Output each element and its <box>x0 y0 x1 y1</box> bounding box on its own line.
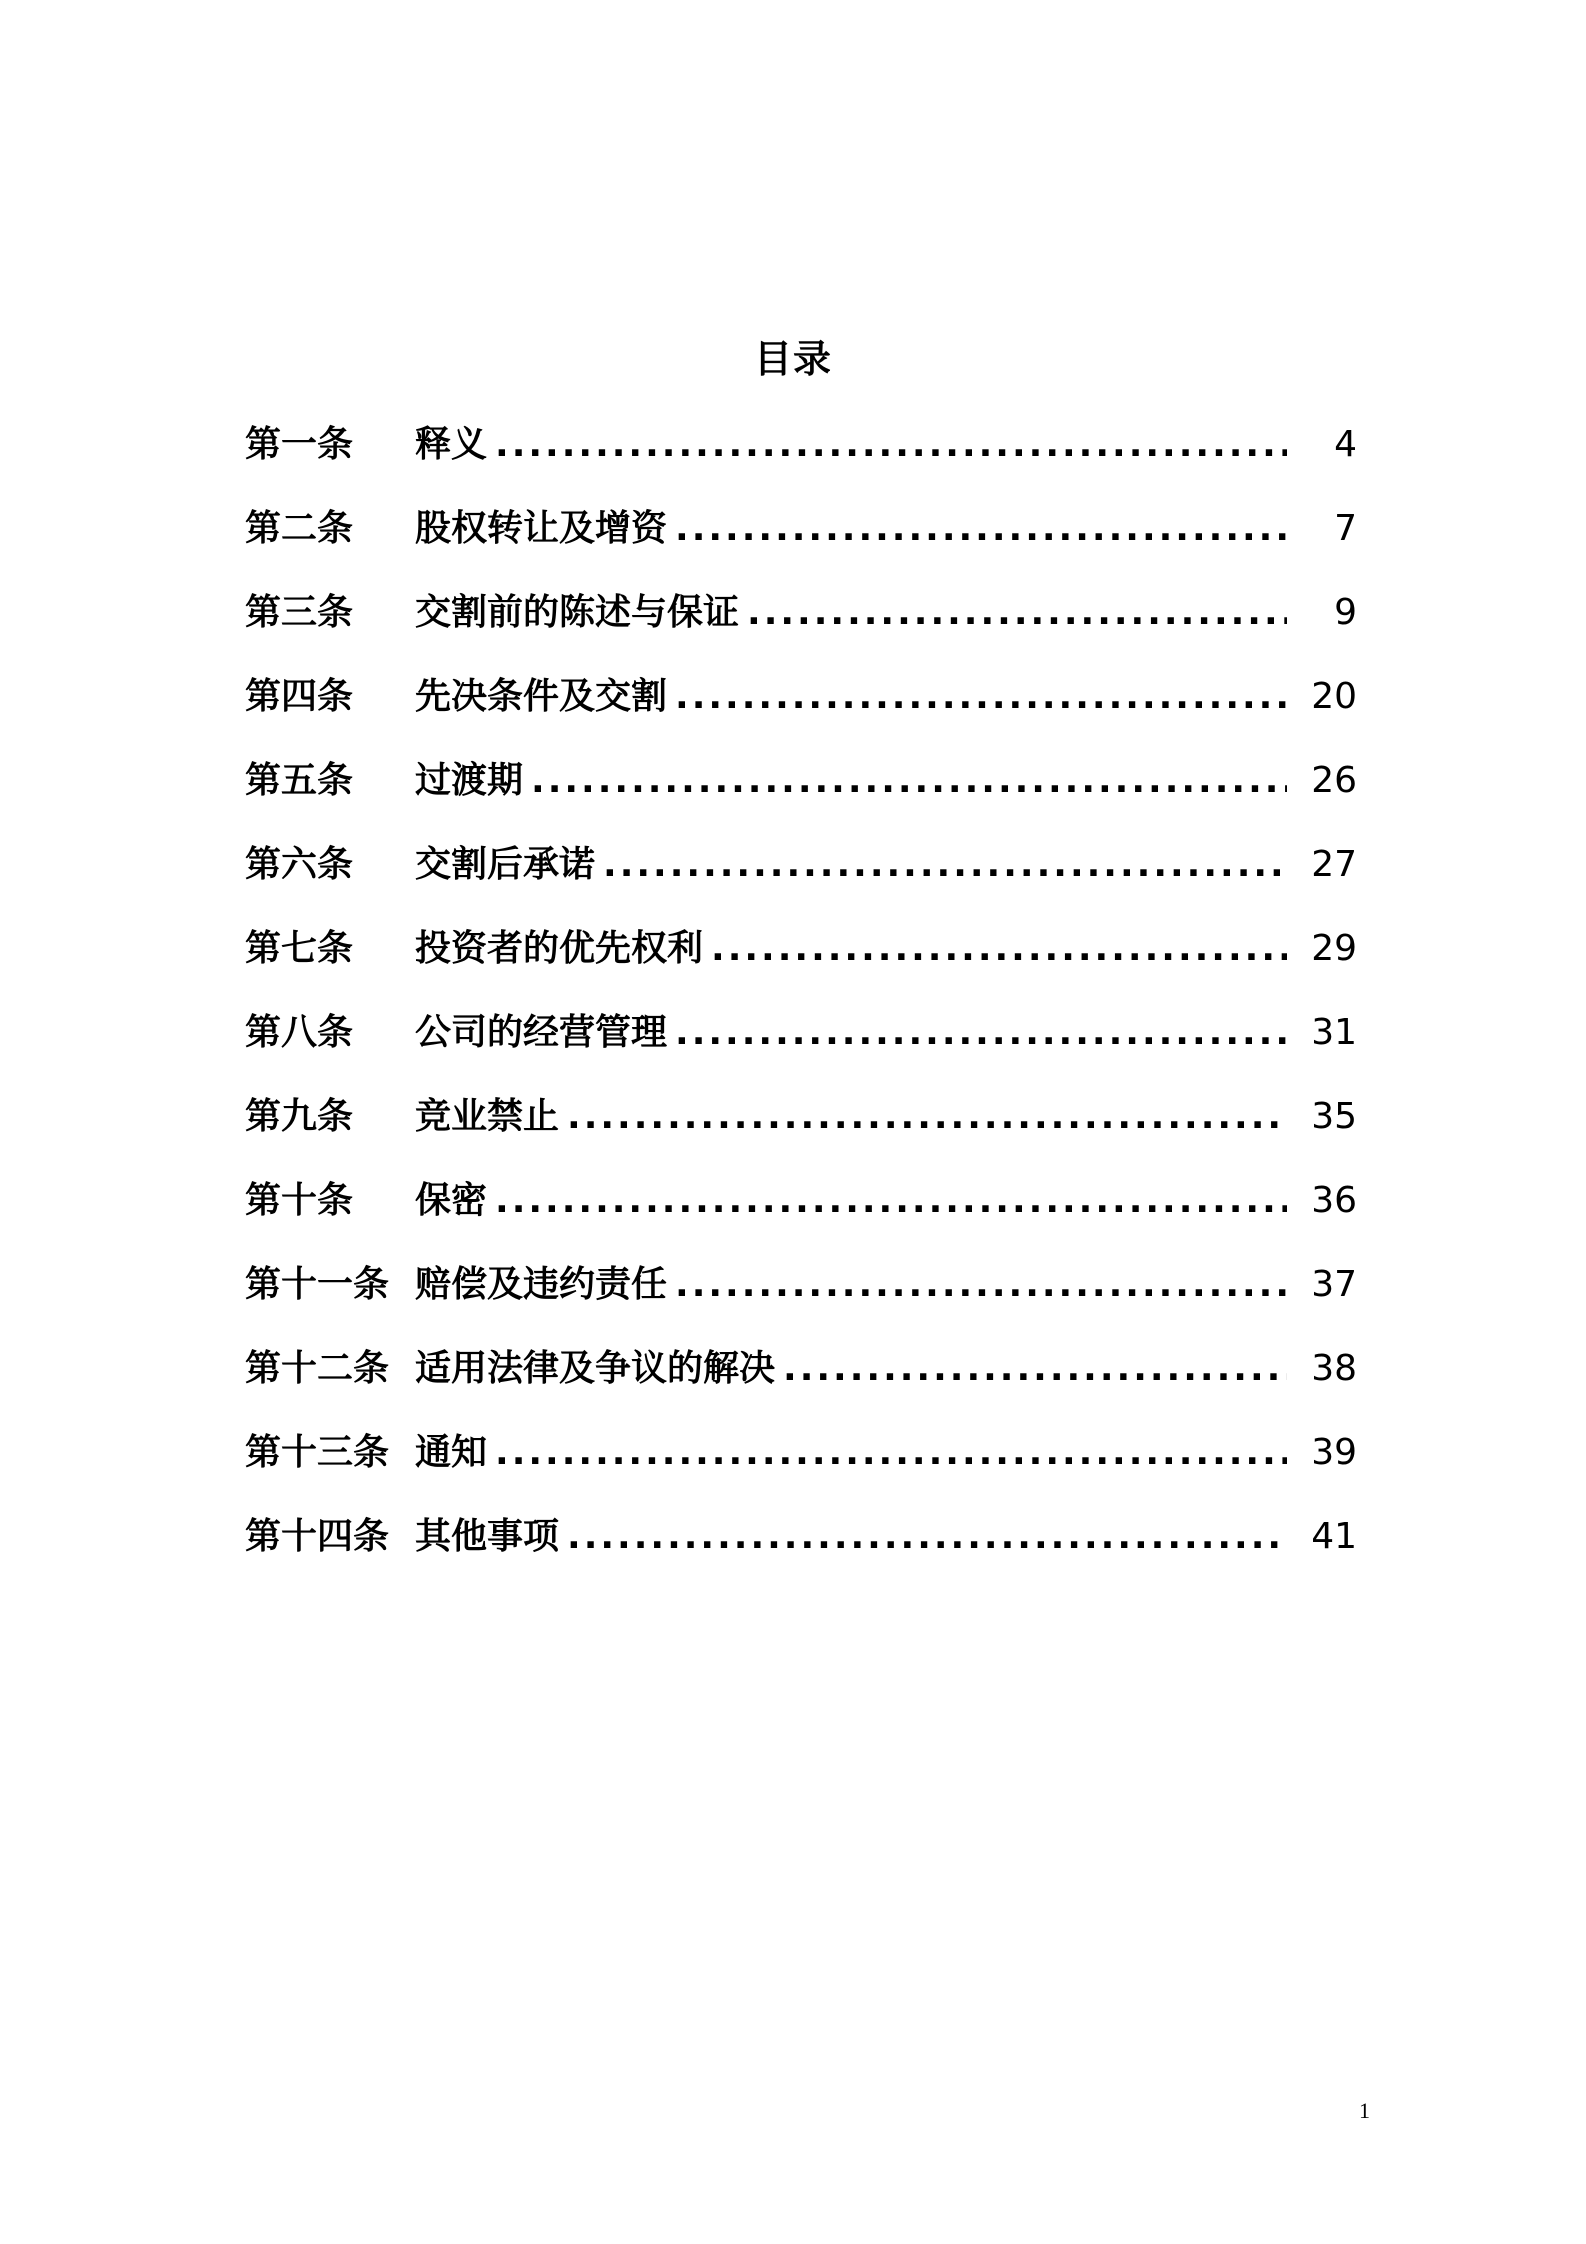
toc-entry-title: 通知 <box>415 1432 488 1473</box>
toc-entry[interactable] <box>245 1255 1357 1339</box>
toc-dot-leader <box>675 667 1287 727</box>
toc-entry[interactable] <box>245 415 1357 499</box>
toc-entry-title: 先决条件及交割 <box>415 676 668 717</box>
toc-entry-title: 交割后承诺 <box>415 844 596 885</box>
toc-entry-number: 第十一条 <box>245 1264 390 1305</box>
table-of-contents <box>245 415 1357 1591</box>
toc-dot-leader <box>567 1087 1287 1147</box>
toc-dot-leader <box>747 583 1287 643</box>
toc-dot-leader <box>675 1003 1287 1063</box>
toc-entry-title: 交割前的陈述与保证 <box>415 592 740 633</box>
toc-dot-leader <box>603 835 1287 895</box>
toc-entry-number: 第七条 <box>245 928 354 969</box>
toc-entry-page: 29 <box>1311 928 1357 969</box>
toc-entry-page: 4 <box>1334 424 1357 465</box>
toc-entry-title: 适用法律及争议的解决 <box>415 1348 776 1389</box>
toc-entry[interactable] <box>245 919 1357 1003</box>
toc-entry-number: 第八条 <box>245 1012 354 1053</box>
toc-entry[interactable] <box>245 1003 1357 1087</box>
toc-entry-number: 第五条 <box>245 760 354 801</box>
toc-entry-title: 赔偿及违约责任 <box>415 1264 668 1305</box>
toc-entry-page: 38 <box>1311 1348 1357 1389</box>
toc-entry[interactable] <box>245 1339 1357 1423</box>
toc-title: 目录 <box>753 337 832 381</box>
toc-entry[interactable] <box>245 499 1357 583</box>
toc-entry-page: 7 <box>1334 508 1357 549</box>
toc-entry-title: 投资者的优先权利 <box>415 928 704 969</box>
toc-dot-leader <box>711 919 1287 979</box>
toc-entry-number: 第六条 <box>245 844 354 885</box>
toc-entry[interactable] <box>245 835 1357 919</box>
toc-dot-leader <box>531 751 1287 811</box>
toc-entry-page: 31 <box>1311 1012 1357 1053</box>
toc-dot-leader <box>567 1507 1287 1567</box>
toc-entry-page: 27 <box>1311 844 1357 885</box>
toc-entry[interactable] <box>245 1507 1357 1591</box>
toc-dot-leader <box>783 1339 1287 1399</box>
toc-dot-leader <box>675 499 1287 559</box>
toc-entry[interactable] <box>245 667 1357 751</box>
toc-entry-title: 股权转让及增资 <box>415 508 668 549</box>
toc-entry-title: 竞业禁止 <box>415 1096 560 1137</box>
toc-dot-leader <box>495 1171 1287 1231</box>
toc-entry-page: 39 <box>1311 1432 1357 1473</box>
toc-entry-number: 第二条 <box>245 508 354 549</box>
toc-entry-page: 41 <box>1311 1516 1357 1557</box>
toc-entry-number: 第九条 <box>245 1096 354 1137</box>
toc-entry[interactable] <box>245 1423 1357 1507</box>
toc-entry-page: 26 <box>1311 760 1357 801</box>
toc-entry-page: 35 <box>1311 1096 1357 1137</box>
toc-entry-number: 第十四条 <box>245 1516 390 1557</box>
toc-entry-number: 第三条 <box>245 592 354 633</box>
toc-entry-number: 第四条 <box>245 676 354 717</box>
toc-entry[interactable] <box>245 583 1357 667</box>
toc-dot-leader <box>675 1255 1287 1315</box>
toc-entry-number: 第十条 <box>245 1180 354 1221</box>
toc-entry-title: 保密 <box>415 1180 488 1221</box>
toc-entry-page: 9 <box>1334 592 1357 633</box>
toc-entry-number: 第十三条 <box>245 1432 390 1473</box>
toc-entry[interactable] <box>245 751 1357 835</box>
page-number: 1 <box>1359 2098 1370 2123</box>
toc-entry-title: 过渡期 <box>415 760 524 801</box>
toc-entry-title: 其他事项 <box>415 1516 560 1557</box>
toc-entry-number: 第一条 <box>245 424 354 465</box>
toc-entry-page: 20 <box>1311 676 1357 717</box>
toc-dot-leader <box>495 415 1287 475</box>
toc-entry[interactable] <box>245 1171 1357 1255</box>
toc-entry-page: 36 <box>1311 1180 1357 1221</box>
toc-entry[interactable] <box>245 1087 1357 1171</box>
toc-entry-number: 第十二条 <box>245 1348 390 1389</box>
toc-entry-page: 37 <box>1311 1264 1357 1305</box>
toc-entry-title: 释义 <box>415 424 488 465</box>
toc-entry-title: 公司的经营管理 <box>415 1012 668 1053</box>
toc-dot-leader <box>495 1423 1287 1483</box>
